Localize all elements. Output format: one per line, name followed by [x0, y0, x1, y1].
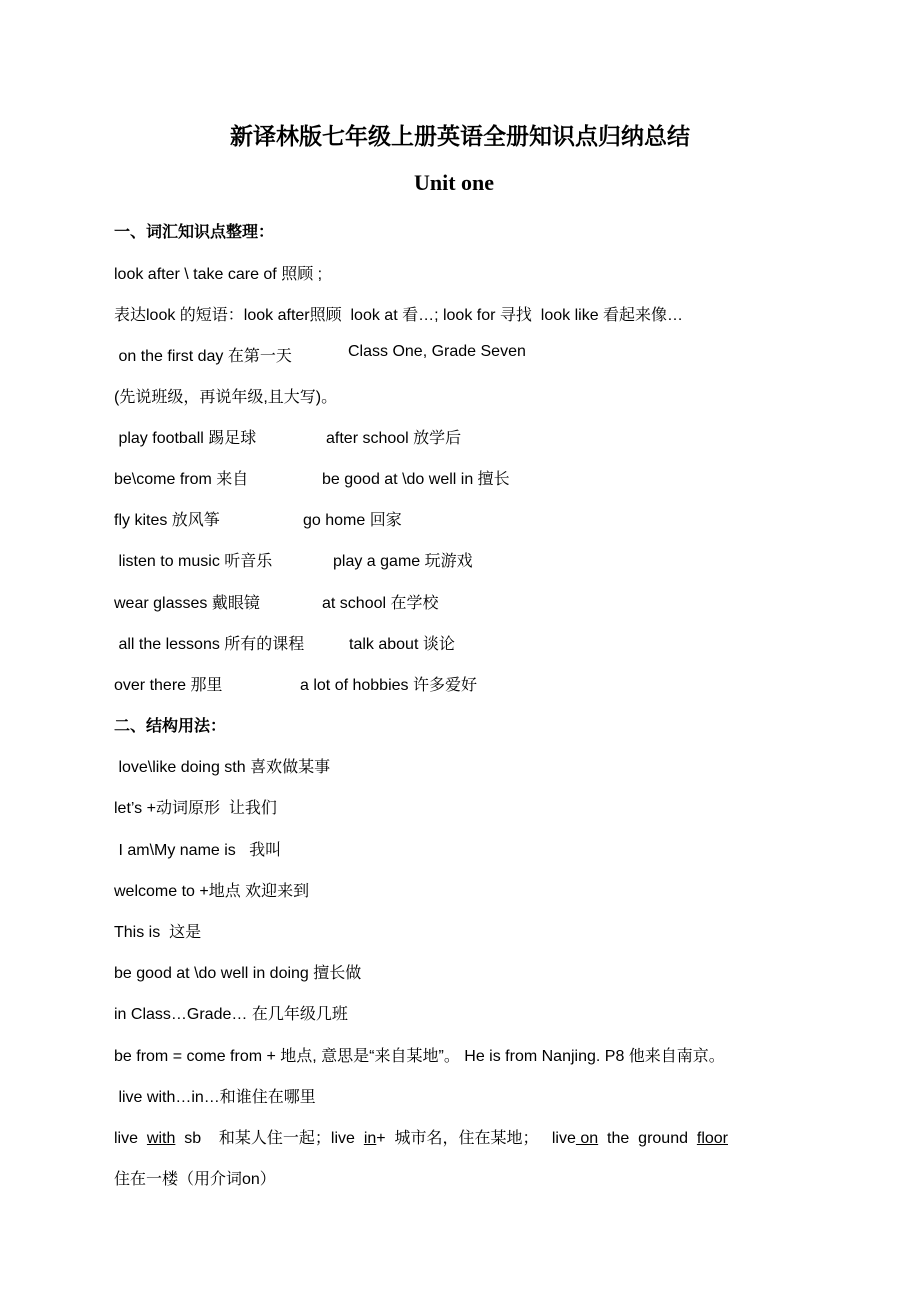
- structure-line: I am\My name is 我叫: [114, 842, 282, 859]
- vocab-phrase: talk about 谈论: [349, 636, 455, 653]
- underlined-with: with: [146, 1130, 176, 1147]
- document-title: 新译林版七年级上册英语全册知识点归纳总结: [230, 124, 690, 149]
- vocab-phrase: a lot of hobbies 许多爱好: [300, 677, 477, 694]
- structure-line: be from = come from + 地点, 意思是“来自某地”。 He is from Nanjing. P8 他来自南京。: [114, 1048, 725, 1065]
- structure-line: 住在一楼（用介词on）: [114, 1171, 276, 1188]
- section-heading-structures: 二、结构用法：: [114, 718, 227, 735]
- vocab-phrase: fly kites 放风筝: [114, 512, 220, 529]
- structure-line: welcome to +地点 欢迎来到: [114, 883, 310, 900]
- structure-line: This is 这是: [114, 924, 202, 941]
- vocab-line: 表达look 的短语：look after照顾 look at 看…; look for 寻找 look like 看起来像…: [114, 307, 684, 324]
- structure-line: be good at \do well in doing 擅长做: [114, 965, 362, 982]
- vocab-phrase: wear glasses 戴眼镜: [114, 595, 260, 612]
- vocab-phrase: be good at \do well in 擅长: [322, 471, 510, 488]
- underlined-floor: floor: [696, 1130, 728, 1147]
- underlined-on: on: [575, 1130, 599, 1147]
- vocab-phrase: at school 在学校: [322, 595, 439, 612]
- live-text: sb 和某人住一起；live: [175, 1130, 364, 1147]
- vocab-line: look after \ take care of 照顾 ;: [114, 266, 323, 283]
- vocab-phrase: all the lessons 所有的课程: [114, 636, 305, 653]
- live-text: + 城市名，住在某地； live: [376, 1130, 576, 1147]
- live-text: live: [114, 1130, 147, 1147]
- unit-heading: Unit one: [413, 170, 495, 195]
- vocab-phrase: play a game 玩游戏: [333, 553, 473, 570]
- vocab-line: Class One, Grade Seven: [348, 343, 526, 360]
- structure-line: live with…in…和谁住在哪里: [114, 1089, 316, 1106]
- vocab-note: (先说班级，再说年级,且大写)。: [114, 389, 338, 406]
- structure-line: let’s +动词原形 让我们: [114, 800, 277, 817]
- vocab-phrase: go home 回家: [303, 512, 402, 529]
- vocab-phrase: after school 放学后: [326, 430, 462, 447]
- vocab-line: on the first day 在第一天: [114, 348, 292, 365]
- section-heading-vocabulary: 一、词汇知识点整理：: [114, 224, 275, 241]
- vocab-phrase: listen to music 听音乐: [114, 553, 273, 570]
- structure-line: love\like doing sth 喜欢做某事: [114, 759, 331, 776]
- underlined-in: in: [363, 1130, 377, 1147]
- vocab-phrase: over there 那里: [114, 677, 223, 694]
- structure-line: in Class…Grade… 在几年级几班: [114, 1006, 348, 1023]
- vocab-phrase: play football 踢足球: [114, 430, 257, 447]
- live-usage-line: [114, 1125, 728, 1148]
- vocab-phrase: be\come from 来自: [114, 471, 249, 488]
- live-text: the ground: [598, 1130, 697, 1147]
